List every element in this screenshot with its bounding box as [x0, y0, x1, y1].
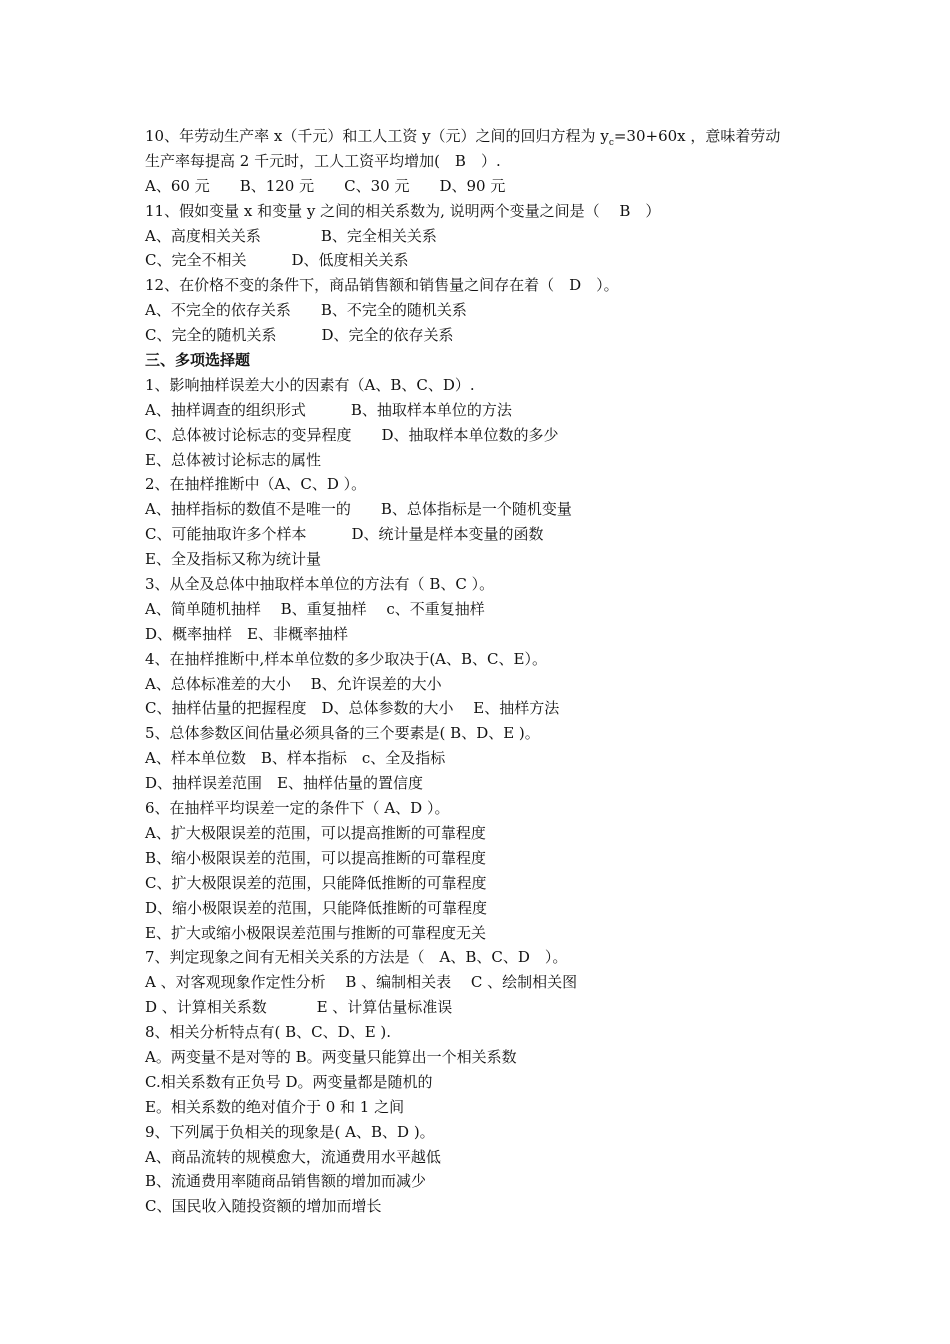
- mq-2-option-e: E、全及指标又称为统计量: [145, 550, 321, 569]
- mq-5-options-abc: A、样本单位数 B、样本指标 c、全及指标: [145, 749, 446, 768]
- equation-subscript: c: [608, 138, 614, 148]
- mq-3-options-de: D、概率抽样 E、非概率抽样: [145, 624, 348, 643]
- mq-6-option-b: B、缩小极限误差的范围，可以提高推断的可靠程度: [145, 848, 487, 867]
- question-12-options-ab: A、不完全的依存关系 B、不完全的随机关系: [145, 301, 467, 320]
- mq-7-options-abc: A 、对客观现象作定性分析 B 、编制相关表 C 、绘制相关图: [145, 973, 578, 992]
- mq-1-options-ab: A、抽样调查的组织形式 B、抽取样本单位的方法: [145, 400, 512, 419]
- mq-4-options-ab: A、总体标准差的大小 B、允许误差的大小: [145, 674, 442, 693]
- mq-2: 2、在抽样推断中（A、C、D ）。: [145, 475, 367, 494]
- mq-4: 4、在抽样推断中,样本单位数的多少取决于(A、B、C、E）。: [145, 649, 547, 668]
- question-11-options-ab: A、高度相关关系 B、完全相关关系: [145, 226, 437, 245]
- question-10-line-1: [145, 124, 805, 149]
- mq-2-options-cd: C、可能抽取许多个样本 D、统计量是样本变量的函数: [145, 525, 544, 544]
- question-12-options-cd: C、完全的随机关系 D、完全的依存关系: [145, 326, 454, 345]
- mq-5-options-de: D、抽样误差范围 E、抽样估量的置信度: [145, 774, 423, 793]
- mq-6-option-e: E、扩大或缩小极限误差范围与推断的可靠程度无关: [145, 923, 486, 942]
- question-10-options: A、60 元 B、120 元 C、30 元 D、90 元: [145, 176, 506, 195]
- question-10-text: 10、年劳动生产率 x（千元）和工人工资 y（元）之间的回归方程为 y: [145, 127, 609, 145]
- mq-5: 5、总体参数区间估量必须具备的三个要素是( B、D、E )。: [145, 724, 540, 743]
- mq-6-option-d: D、缩小极限误差的范围，只能降低推断的可靠程度: [145, 898, 488, 917]
- mq-1: 1、影响抽样误差大小的因素有（A、B、C、D）.: [145, 375, 475, 394]
- mq-7-options-de: D 、计算相关系数 E 、计算估量标准误: [145, 998, 453, 1017]
- mq-3: 3、从全及总体中抽取样本单位的方法有（ B、C ）。: [145, 575, 495, 594]
- mq-1-options-cd: C、总体被讨论标志的变异程度 D、抽取样本单位数的多少: [145, 425, 559, 444]
- question-10-line-2: 生产率每提高 2 千元时，工人工资平均增加( B ）.: [145, 151, 501, 170]
- mq-6: 6、在抽样平均误差一定的条件下（ A、D ）。: [145, 799, 450, 818]
- mq-9: 9、下列属于负相关的现象是( A、B、D )。: [145, 1122, 435, 1141]
- equation-tail: =30+60x ，意味着劳动: [613, 127, 781, 145]
- mq-8: 8、相关分析特点有( B、C、D、E ).: [145, 1023, 392, 1042]
- document-body: [145, 124, 805, 1219]
- mq-7: 7、判定现象之间有无相关关系的方法是（ A、B、C、D ）。: [145, 948, 568, 967]
- mq-4-options-cde: C、抽样估量的把握程度 D、总体参数的大小 E、抽样方法: [145, 699, 560, 718]
- question-11: 11、假如变量 x 和变量 y 之间的相关系数为, 说明两个变量之间是（ B ）: [145, 201, 661, 220]
- mq-9-option-b: B、流通费用率随商品销售额的增加而减少: [145, 1172, 427, 1191]
- mq-8-options-cd: C.相关系数有正负号 D。两变量都是随机的: [145, 1072, 433, 1091]
- section-heading: 三、多项选择题: [145, 351, 251, 370]
- mq-9-option-a: A、商品流转的规模愈大，流通费用水平越低: [145, 1147, 441, 1166]
- mq-2-options-ab: A、抽样指标的数值不是唯一的 B、总体指标是一个随机变量: [145, 500, 572, 519]
- mq-1-option-e: E、总体被讨论标志的属性: [145, 450, 321, 469]
- mq-6-option-c: C、扩大极限误差的范围，只能降低推断的可靠程度: [145, 873, 487, 892]
- mq-3-options-abc: A、简单随机抽样 B、重复抽样 c、不重复抽样: [145, 599, 485, 618]
- mq-8-options-ab: A。两变量不是对等的 B。两变量只能算出一个相关系数: [145, 1047, 517, 1066]
- mq-6-option-a: A、扩大极限误差的范围，可以提高推断的可靠程度: [145, 823, 486, 842]
- question-12: 12、在价格不变的条件下，商品销售额和销售量之间存在着（ D ）。: [145, 276, 619, 295]
- mq-9-option-c: C、国民收入随投资额的增加而增长: [145, 1197, 382, 1216]
- mq-8-option-e: E。相关系数的绝对值介于 0 和 1 之间: [145, 1097, 405, 1116]
- question-11-options-cd: C、完全不相关 D、低度相关关系: [145, 251, 409, 270]
